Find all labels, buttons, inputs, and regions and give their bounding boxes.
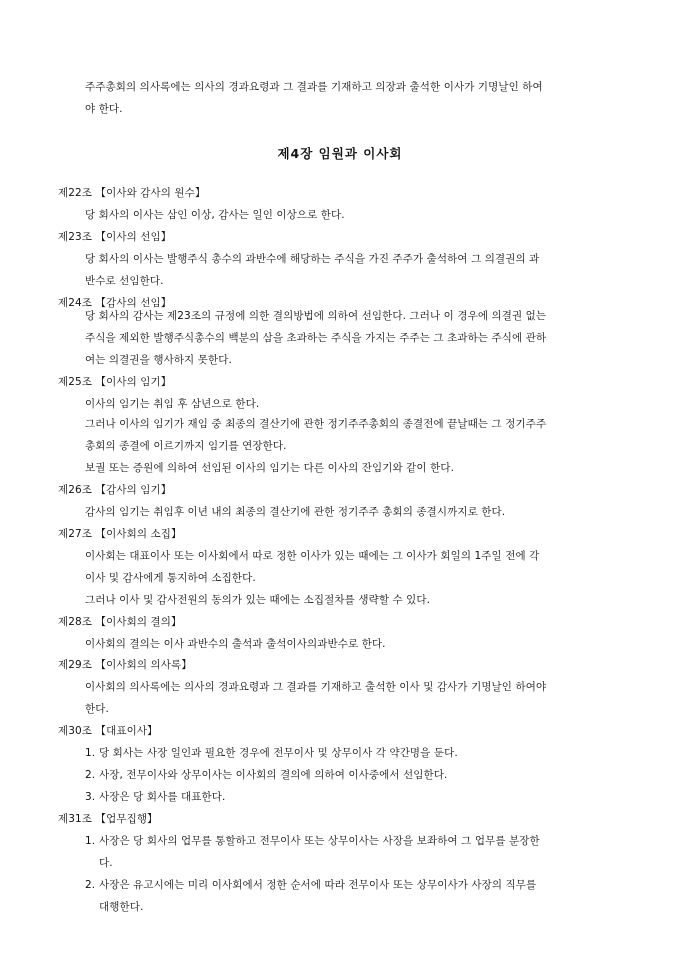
article-title: 제31조 【업무집행】 [58,813,158,825]
article-text: 반수로 선임한다. [85,275,164,287]
article-text: 당 회사의 이사는 삼인 이상, 감사는 일인 이상으로 한다. [85,209,345,221]
article-title: 제29조 【이사회의 의사록】 [58,659,192,671]
article-text: 이사회의 결의는 이사 과반수의 출석과 출석이사의과반수로 한다. [85,638,386,650]
article-title: 제28조 【이사회의 결의】 [58,616,182,628]
article-text: 여는 의결권을 행사하지 못한다. [85,354,232,366]
article-title: 제30조 【대표이사】 [58,725,158,737]
item-number: 1. [85,835,96,847]
item-number: 2. [85,769,96,781]
item-number: 1. [85,747,96,759]
article-text: 보궐 또는 증원에 의하여 선임된 이사의 임기는 다른 이사의 잔임기와 같이 한다. [85,462,455,474]
article-text: 이사회의 의사록에는 의사의 경과요령과 그 결과를 기재하고 출석한 이사 및 감사가 기명날인 하여야 [85,681,547,693]
item-text: 사장은 유고시에는 미리 이사회에서 정한 순서에 따라 전무이사 또는 상무이사가 사장의 직무를 [99,879,537,891]
article-text: 한다. [85,703,109,715]
item-number: 3. [85,791,96,803]
article-title: 제26조 【감사의 임기】 [58,484,172,496]
article-text: 주식을 제외한 발행주식총수의 백분의 삼을 초과하는 주식을 가지는 주주는 그 초과하는 주식에 관하 [85,332,547,344]
chapter-title: 제4장 임원과 이사회 [277,146,403,161]
article-title: 제25조 【이사의 임기】 [58,376,172,388]
article-text: 감사의 임기는 취임후 이년 내의 최종의 결산기에 관한 정기주주 총회의 종결시까지로 한다. [85,506,506,518]
item-text: 사장은 당 회사를 대표한다. [99,791,226,803]
item-text: 다. [99,857,113,869]
article-text: 이사의 임기는 취임 후 삼년으로 한다. [85,398,260,410]
article-text: 그러나 이사 및 감사전원의 동의가 있는 때에는 소집절차를 생략할 수 있다. [85,594,431,606]
article-title: 제22조 【이사와 감사의 원수】 [58,187,206,199]
article-text: 이사 및 감사에게 통지하여 소집한다. [85,572,256,584]
item-text: 사장은 당 회사의 업무를 통할하고 전무이사 또는 상무이사는 사장을 보좌하여 그 업무를 분장한 [99,835,540,847]
item-text: 사장, 전무이사와 상무이사는 이사회의 결의에 의하여 이사중에서 선임한다. [99,769,448,781]
article-text: 이사회는 대표이사 또는 이사회에서 따로 정한 이사가 있는 때에는 그 이사가 회일의 1주일 전에 각 [85,550,540,562]
article-text: 그러나 이사의 임기가 재임 중 최종의 결산기에 관한 정기주주총회의 종결전에 끝날때는 그 정기주주 [85,418,547,430]
article-title: 제23조 【이사의 선임】 [58,231,172,243]
article-text: 당 회사의 감사는 제23조의 규정에 의한 결의방법에 의하여 선임한다. 그러나 이 경우에 의결권 없는 [85,310,547,322]
intro-line: 야 한다. [85,103,123,115]
item-text: 당 회사는 사장 일인과 필요한 경우에 전무이사 및 상무이사 각 약간명을 둔다. [99,747,458,759]
article-title: 제24조 【감사의 선임】 [58,297,172,309]
article-title: 제27조 【이사회의 소집】 [58,528,182,540]
article-text: 총회의 종결에 이르기까지 임기를 연장한다. [85,440,287,452]
intro-line: 주주총회의 의사록에는 의사의 경과요령과 그 결과를 기재하고 의장과 출석한 이사가 기명날인 하여 [85,81,543,93]
article-text: 당 회사의 이사는 발행주식 총수의 과반수에 해당하는 주식을 가진 주주가 출석하여 그 의결권의 과 [85,253,540,265]
item-text: 대행한다. [99,901,144,913]
item-number: 2. [85,879,96,891]
